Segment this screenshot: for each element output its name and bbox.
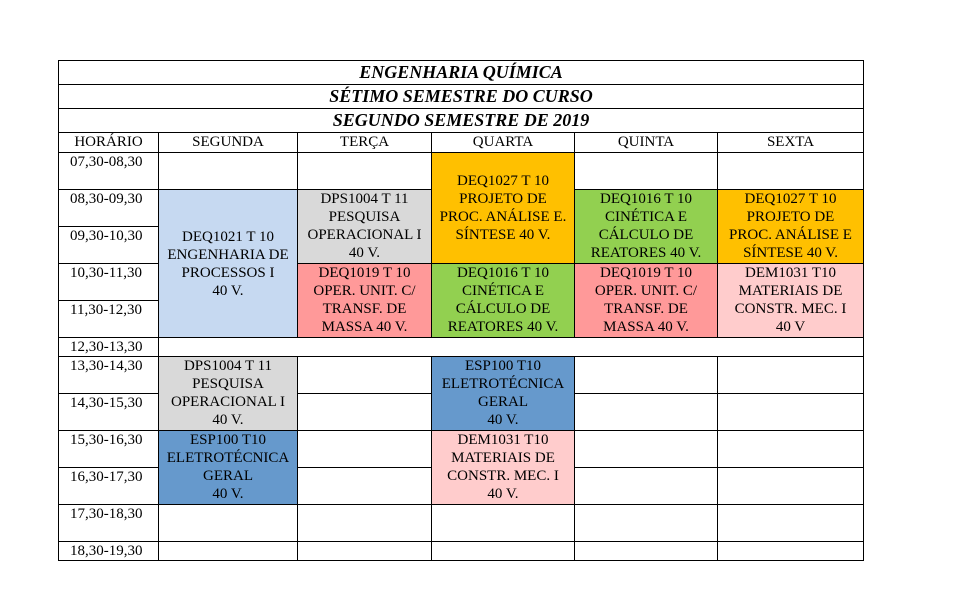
empty-cell: [718, 153, 864, 190]
header-terca: TERÇA: [298, 133, 432, 153]
course-line: 40 V: [775, 319, 806, 335]
course-line: 40 V.: [212, 282, 244, 299]
course-line: 40 V.: [348, 245, 381, 261]
empty-cell: [575, 394, 718, 431]
empty-cell: [159, 505, 298, 542]
course-line: PROJETO DE: [459, 191, 547, 207]
header-quarta: QUARTA: [432, 133, 575, 153]
course-line: PROJETO DE: [746, 209, 835, 225]
course-line: CONSTR. MEC. I: [734, 301, 847, 317]
course-line: OPERACIONAL I: [170, 394, 286, 410]
empty-cell: [575, 542, 718, 561]
course-line: ELETROTÉCNICA: [441, 376, 565, 392]
header-segunda: SEGUNDA: [159, 133, 298, 153]
lunch-break: [159, 338, 864, 357]
schedule-table: [58, 60, 864, 561]
course-dem1031-sexta: [718, 264, 864, 338]
course-line: ESP100 T10: [465, 358, 541, 374]
course-title: ENGENHARIA QUÍMICA: [59, 61, 864, 85]
course-line: GERAL: [478, 394, 528, 410]
course-line: CONSTR. MEC. I: [447, 468, 559, 484]
course-line: MASSA 40 V.: [603, 319, 689, 335]
empty-cell: [298, 394, 432, 431]
course-line: TRANSF. DE: [604, 301, 688, 317]
time-slot: 07,30-08,30: [59, 153, 159, 190]
header-horario: HORÁRIO: [59, 133, 159, 153]
course-line: DEQ1027 T 10: [744, 191, 837, 207]
course-line: 40 V.: [212, 412, 244, 428]
course-esp100-segunda: [159, 431, 298, 505]
course-line: MATERIAIS DE: [738, 283, 843, 299]
course-line: DEQ1016 T 10: [457, 265, 549, 281]
course-line: PROC. ANÁLISE E: [729, 227, 852, 243]
course-line: CINÉTICA E: [604, 209, 688, 225]
empty-cell: [298, 431, 432, 468]
time-slot: 13,30-14,30: [59, 357, 159, 394]
course-line: OPER. UNIT. C/: [313, 283, 416, 299]
course-deq1019-quinta: [575, 264, 718, 338]
empty-cell: [718, 505, 864, 542]
time-slot: 10,30-11,30: [59, 264, 159, 301]
course-line: CÁLCULO DE: [598, 227, 694, 243]
empty-cell: [159, 153, 298, 190]
time-slot: 09,30-10,30: [59, 227, 159, 264]
empty-cell: [718, 542, 864, 561]
empty-cell: [298, 468, 432, 505]
time-slot: 18,30-19,30: [59, 542, 159, 561]
empty-cell: [159, 542, 298, 561]
course-line: DEM1031 T10: [745, 265, 836, 281]
empty-cell: [718, 394, 864, 431]
course-line: ESP100 T10: [190, 432, 266, 448]
header-quinta: QUINTA: [575, 133, 718, 153]
course-line: CINÉTICA E: [461, 283, 545, 299]
course-line: PESQUISA: [328, 209, 401, 225]
time-slot: 11,30-12,30: [59, 301, 159, 338]
semester-title: SÉTIMO SEMESTRE DO CURSO: [59, 85, 864, 109]
course-deq1021-segunda: [159, 190, 298, 338]
course-line: OPERACIONAL I: [307, 227, 422, 243]
course-line: DEQ1016 T 10: [600, 191, 692, 207]
empty-cell: [575, 357, 718, 394]
course-dem1031-quarta: [432, 431, 575, 505]
course-line: DEQ1019 T 10: [600, 265, 692, 281]
empty-cell: [298, 505, 432, 542]
course-line: MATERIAIS DE: [451, 450, 555, 466]
time-slot: 08,30-09,30: [59, 190, 159, 227]
course-deq1027-quarta: [432, 153, 575, 264]
course-line: DPS1004 T 11: [320, 191, 409, 207]
course-deq1016-quarta: [432, 264, 575, 338]
course-dps1004-segunda: [159, 357, 298, 431]
empty-cell: [575, 153, 718, 190]
course-line: DEQ1021 T 10: [182, 228, 274, 245]
course-line: 40 V.: [487, 412, 519, 428]
course-line: DEM1031 T10: [457, 432, 549, 448]
course-line: CÁLCULO DE: [455, 301, 551, 317]
course-line: DPS1004 T 11: [183, 358, 273, 374]
header-sexta: SEXTA: [718, 133, 864, 153]
course-esp100-quarta: [432, 357, 575, 431]
course-dps1004-terca: [298, 190, 432, 264]
course-line: DEQ1027 T 10: [457, 173, 549, 189]
empty-cell: [298, 357, 432, 394]
empty-cell: [432, 505, 575, 542]
year-title: SEGUNDO SEMESTRE DE 2019: [59, 109, 864, 133]
empty-cell: [718, 357, 864, 394]
course-deq1027-sexta: [718, 190, 864, 264]
course-line: 40 V.: [487, 486, 519, 502]
empty-cell: [432, 542, 575, 561]
course-line: PESQUISA: [192, 376, 264, 392]
course-line: REATORES 40 V.: [590, 245, 702, 261]
empty-cell: [575, 431, 718, 468]
empty-cell: [298, 542, 432, 561]
course-line: TRANSF. DE: [322, 301, 407, 317]
time-slot: 17,30-18,30: [59, 505, 159, 542]
course-line: 40 V.: [212, 486, 244, 502]
course-line: REATORES 40 V.: [447, 319, 559, 335]
empty-cell: [718, 468, 864, 505]
course-deq1016-quinta: [575, 190, 718, 264]
course-line: DEQ1019 T 10: [318, 265, 411, 281]
time-slot: 14,30-15,30: [59, 394, 159, 431]
empty-cell: [575, 468, 718, 505]
empty-cell: [298, 153, 432, 190]
empty-cell: [575, 505, 718, 542]
course-line: ENGENHARIA DE: [167, 246, 289, 263]
course-line: SÍNTESE 40 V.: [743, 245, 838, 261]
course-line: SÍNTESE 40 V.: [455, 227, 551, 243]
course-line: PROC. ANÁLISE E.: [439, 209, 567, 225]
course-line: GERAL: [203, 468, 253, 484]
course-line: PROCESSOS I: [181, 264, 275, 281]
course-line: MASSA 40 V.: [321, 319, 408, 335]
course-deq1019-terca: [298, 264, 432, 338]
empty-cell: [718, 431, 864, 468]
time-slot: 12,30-13,30: [59, 338, 159, 357]
time-slot: 16,30-17,30: [59, 468, 159, 505]
time-slot: 15,30-16,30: [59, 431, 159, 468]
course-line: OPER. UNIT. C/: [594, 283, 698, 299]
course-line: ELETROTÉCNICA: [166, 450, 290, 466]
